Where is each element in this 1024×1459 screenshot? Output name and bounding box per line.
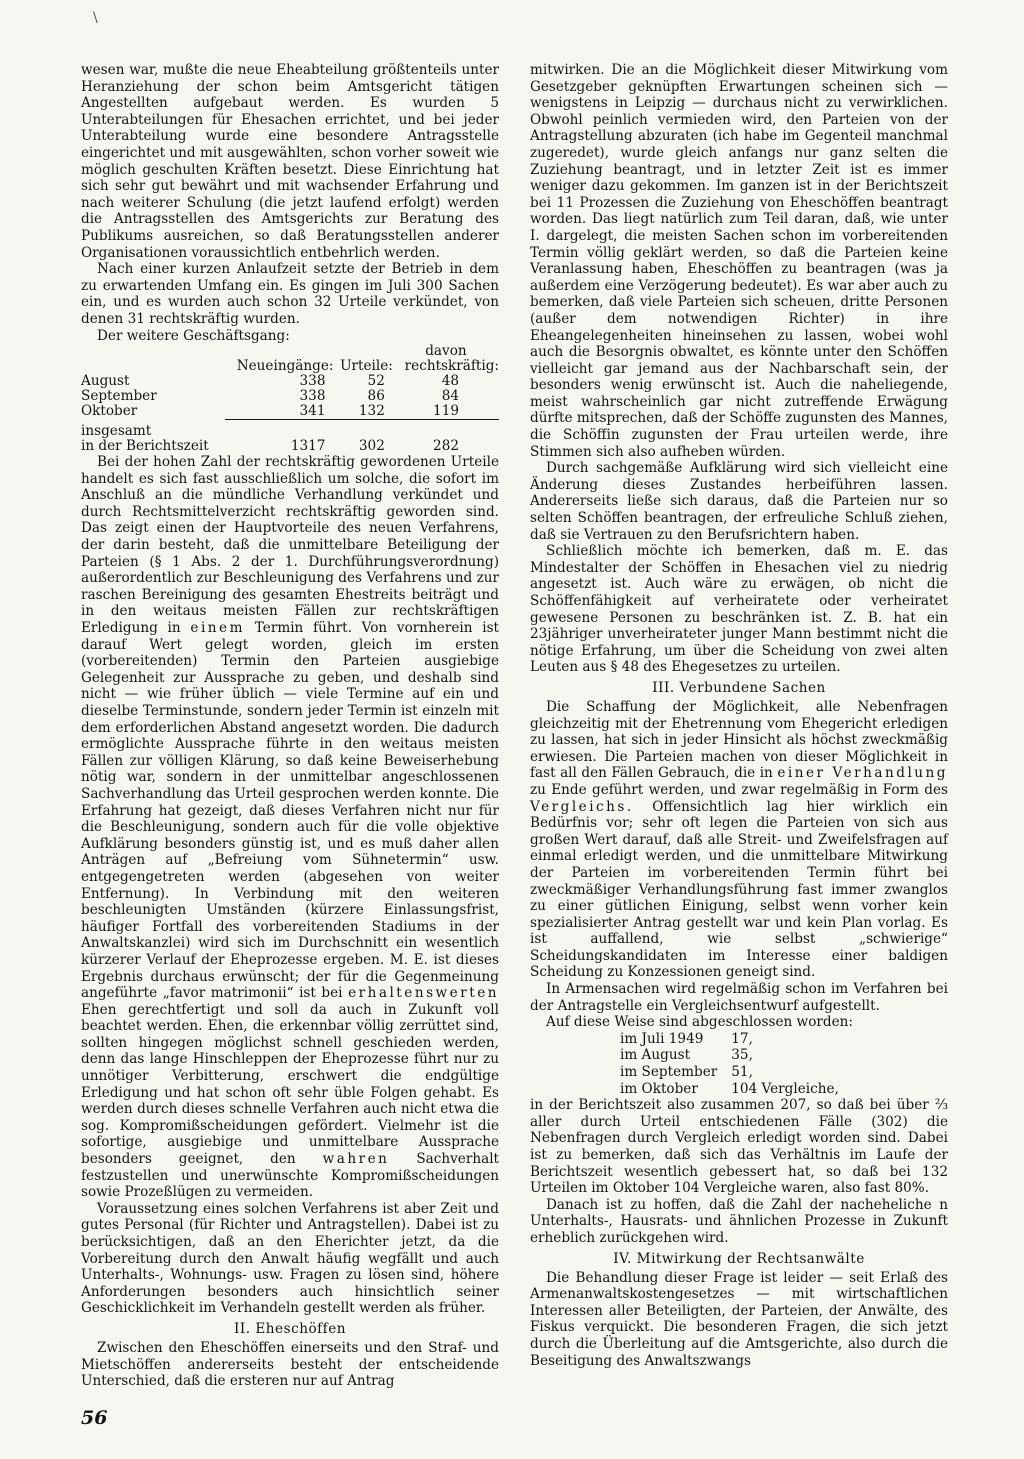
paragraph: mitwirken. Die an die Möglichkeit dieser Mitwirkung vom Gesetzgeber geknüpften Erwartungen scheinen sich — wenigstens in Leipzig — durchaus nicht zu verwirklichen. Obwohl peinlich vermieden wird, den Parteien von der Antragstellung abzuraten (ich habe im Gegenteil manchmal zugeredet), wurde gleich anfangs nur ganz selten die Zuziehung beantragt, und in letzter Zeit ist es immer weniger dazu gekommen. Im ganzen ist in der Berichtszeit bei 11 Prozessen die Zuziehung von Eheschöffen beantragt worden. Das liegt natürlich zum Teil daran, daß, wie unter I. dargelegt, die meisten Sachen schon im vorbereitenden Termin völlig geklärt werden, so daß die Parteien keine Veranlassung haben, Eheschöffen zu beantragen (was ja außerdem eine Verzögerung bedeutet). Es war aber auch zu bemerken, daß viele Parteien sich scheuen, dritte Personen (außer dem notwendigen Richter) in ihre Eheangelegenheiten hineinsehen zu lassen, wobei wohl auch die Besorgnis obwaltet, es könnte unter den Schöffen vielleicht gar jemand aus der Nachbarschaft sein, der besonders wenig erwünscht ist. Auch die naheliegende, meist wahrscheinlich gar nicht zutreffende Erwägung dürfte mitsprechen, daß der Schöffe zugunsten des Mannes, die Schöffin zugunsten der Frau urteilen werde, ihre Stimmen sich also aufheben würden.: [530, 62, 948, 460]
stats-table: [81, 344, 499, 454]
paragraph: in der Berichtszeit also zusammen 207, so daß bei über ⅔ aller durch Urteil entschiedenen Fälle (302) die Nebenfragen durch Vergleich erledigt worden sind. Dabei ist zu bemerken, daß sich das Verhältnis im Laufe der Berichtszeit wesentlich gebessert hat, so daß bei 132 Urteilen im Oktober 104 Vergleiche waren, also fast 80%.: [530, 1097, 948, 1197]
page-number: 56: [81, 1407, 108, 1429]
table-row: August 338 52 48: [81, 373, 459, 390]
paragraph: wesen war, mußte die neue Eheabteilung größtenteils unter Heranziehung der schon beim Amtsgericht tätigen Angestellten aufgebaut werden. Es wurden 5 Unterabteilungen für Ehesachen errichtet, und bei jeder Unterabteilung wurde eine besondere Antragsstelle eingerichtet und mit ausgewählten, schon vorher soweit wie möglich geschulten Kräften besetzt. Diese Einrichtung hat sich sehr gut bewährt und mit wachsender Erfahrung und nach weiterer Schulung (die jetzt laufend erfolgt) werden die Antragsstellen des Amtsgerichts zur Beratung des Publikums ausreichen, so daß Beratungsstellen anderer Organisationen voraussichtlich entbehrlich werden.: [81, 62, 499, 261]
paragraph: Die Behandlung dieser Frage ist leider — seit Erlaß des Armenanwaltskostengesetzes — mit wirtschaftlichen Interessen aller Beteiligten, der Parteien, der Anwälte, des Fiskus verquickt. Die besonderen Fragen, die sich jetzt durch die Überleitung auf die Amtsgerichte, also durch die Beseitigung des Anwaltszwangs: [530, 1269, 948, 1369]
table-total-row: in der Berichtszeit 1317 302 282: [81, 438, 459, 455]
left-column: [81, 62, 499, 1390]
settlements-list: [620, 1031, 853, 1097]
column-header: Urteile:: [340, 358, 393, 375]
list-item: im September 51,: [620, 1064, 753, 1081]
table-row: September 338 86 84: [81, 388, 459, 405]
paragraph: Danach ist zu hoffen, daß die Zahl der nacheheliche n Unterhalts-, Hausrats- und ähnlichen Prozesse in Zukunft erheblich zurückgehen wird.: [530, 1196, 948, 1246]
paragraph: Schließlich möchte ich bemerken, daß m. E. das Mindestalter der Schöffen in Ehesachen viel zu niedrig angesetzt ist. Auch wäre zu erwägen, ob nicht die Schöffenfähigkeit auf verheiratete oder verheiratet gewesene Personen zu beschränken ist. Z. B. hat ein 23jähriger unverheirateter junger Mann bestimmt nicht die nötige Erfahrung, um über die Scheidung von zwei alten Leuten aus § 48 des Ehegesetzes zu urteilen.: [530, 543, 948, 676]
list-item: im August 35,: [620, 1047, 753, 1064]
paragraph: Bei der hohen Zahl der rechtskräftig gewordenen Urteile handelt es sich fast ausschließlich um solche, die sofort im Anschluß an die mündliche Verhandlung verkündet und durch Rechtsmittelverzicht rechtskräftig geworden sind. Das zeigt einen der Hauptvorteile des neuen Verfahrens, der darin besteht, daß die unmittelbare Beteiligung der Parteien (§ 1 Abs. 2 der 1. Durchführungsverordnung) außerordentlich zur Beschleunigung des Verfahrens und zur raschen Bereinigung des gesamten Ehestreits beiträgt und in den weitaus meisten Fällen zur rechtskräftigen Erledigung in einem Termin führt. Von vornherein ist darauf Wert gelegt worden, gleich im ersten (vorbereitenden) Termin den Parteien ausgiebige Gelegenheit zur Aussprache zu geben, und deshalb sind nicht — wie früher üblich — viele Termine auf ein und dieselbe Terminstunde, sondern jeder Termin ist einzeln mit dem erforderlichen Abstand angesetzt worden. Die dadurch ermöglichte Aussprache führte in den weitaus meisten Fällen zur völligen Klärung, so daß keine Beweiserhebung nötig war, sondern in der unmittelbar angeschlossenen Sachverhandlung das Urteil gesprochen werden konnte. Die Erfahrung hat gezeigt, daß dieses Verfahren nicht nur für die Beschleunigung, sondern auch für die volle objektive Aufklärung besonders günstig ist, und es muß daher allen Anträgen auf „Befreiung vom Sühnetermin“ usw. entgegengetreten werden (abgesehen von weiter Entfernung). In Verbindung mit den weiteren beschleunigten Umständen (kürzere Einlassungsfrist, häufiger Fortfall des vorbereitenden Stadiums in der Anwaltskanzlei) wird sich im Durchschnitt ein wesentlich kürzerer Verlauf der Eheprozesse ergeben. M. E. ist dieses Ergebnis durchaus erwünscht; der für die Gegenmeinung angeführte „favor matrimonii“ ist bei erhaltenswerten Ehen gerechtfertigt und soll da auch in Zukunft voll beachtet werden. Ehen, die erkennbar völlig zerrüttet sind, sollten hingegen möglichst schnell geschieden werden, denn das lange Hinschleppen der Eheprozesse führt nur zu unnötiger Verbitterung, erschwert die endgültige Erledigung und hat schon oft sehr üble Folgen gehabt. Es werden durch dieses schnelle Verfahren auch nicht etwa die sog. Kompromißscheidungen gefördert. Vielmehr ist die sofortige, ausgiebige und unmittelbare Aussprache besonders geeignet, den wahren Sachverhalt festzustellen und unerwünschte Kompromißscheidungen sowie Prozeßlügen zu vermeiden.: [81, 454, 500, 1201]
right-column: [530, 62, 948, 1369]
margin-mark: \: [93, 10, 98, 26]
paragraph: Die Schaffung der Möglichkeit, alle Nebenfragen gleichzeitig mit der Ehetrennung vom Ehegericht erledigen zu lassen, hat sich in jeder Hinsicht als höchst zweckmäßig erwiesen. Die Parteien machen von dieser Möglichkeit in fast all den Fällen Gebrauch, die in einer Verhandlung zu Ende geführt werden, und zwar regelmäßig in Form des Vergleichs. Offensichtlich lag hier wirklich ein Bedürfnis vor; sehr oft legen die Parteien von sich aus großen Wert darauf, daß alle Streit- und Zweifelsfragen auf einmal erledigt werden, und die unmittelbare Mitwirkung der Parteien im vorbereitenden Termin führt bei zweckmäßiger Verhandlungsführung fast immer zwanglos zu einer gütlichen Einigung, selbst wenn vorher kein spezialisierter Antrag gestellt war und kein Plan vorlag. Es ist auffallend, wie selbst „schwierige“ Scheidungskandidaten im Interesse einer baldigen Scheidung zu Konzessionen geneigt sind.: [530, 698, 949, 981]
paragraph: Auf diese Weise sind abgeschlossen worden:: [546, 1014, 853, 1031]
table-intro: Der weitere Geschäftsgang:: [97, 327, 290, 344]
paragraph: Nach einer kurzen Anlaufzeit setzte der Betrieb in dem zu erwartenden Umfang ein. Es gingen im Juli 300 Sachen ein, und es wurden auch schon 32 Urteile verkündet, von denen 31 rechtskräftig wurden.: [81, 261, 499, 327]
paragraph: In Armensachen wird regelmäßig schon im Verfahren bei der Antragstelle ein Vergleichsentwurf aufgestellt.: [530, 981, 948, 1014]
column-header: Neueingänge:: [236, 358, 334, 375]
list-item: im Oktober 104 Vergleiche,: [620, 1080, 839, 1097]
column-header: davon rechtskräftig:: [404, 343, 499, 375]
section-heading: III. Verbundene Sachen: [652, 679, 826, 696]
paragraph: Voraussetzung eines solchen Verfahrens ist aber Zeit und gutes Personal (für Richter und Antragstellen). Dabei ist zu berücksichtigen, daß an den Eherichter jetzt, da die Vorbereitung durch den Anwalt häufig wegfällt und auch Unterhalts-, Wohnungs- usw. Fragen zu lösen sind, höhere Anforderungen besonders auch hinsichtlich seiner Geschicklichkeit im Verhandeln gestellt werden als früher.: [81, 1200, 499, 1317]
table-row: Oktober 341 132 119: [81, 404, 499, 420]
paragraph: Zwischen den Eheschöffen einerseits und den Straf- und Mietschöffen andererseits besteht der entscheidende Unterschied, daß die ersteren nur auf Antrag: [81, 1339, 499, 1390]
paragraph: Durch sachgemäße Aufklärung wird sich vielleicht eine Änderung dieses Zustandes herbeiführen lassen. Andererseits ließe sich daraus, daß die Parteien nur so selten Schöffen beantragen, der erfreuliche Schluß ziehen, daß sie Vertrauen zu den Berufsrichtern haben.: [530, 460, 948, 543]
table-total-row: insgesamt: [81, 423, 152, 440]
section-heading: IV. Mitwirkung der Rechtsanwälte: [613, 1250, 865, 1267]
list-item: im Juli 1949 17,: [620, 1030, 753, 1047]
section-heading: II. Eheschöffen: [234, 1320, 346, 1337]
